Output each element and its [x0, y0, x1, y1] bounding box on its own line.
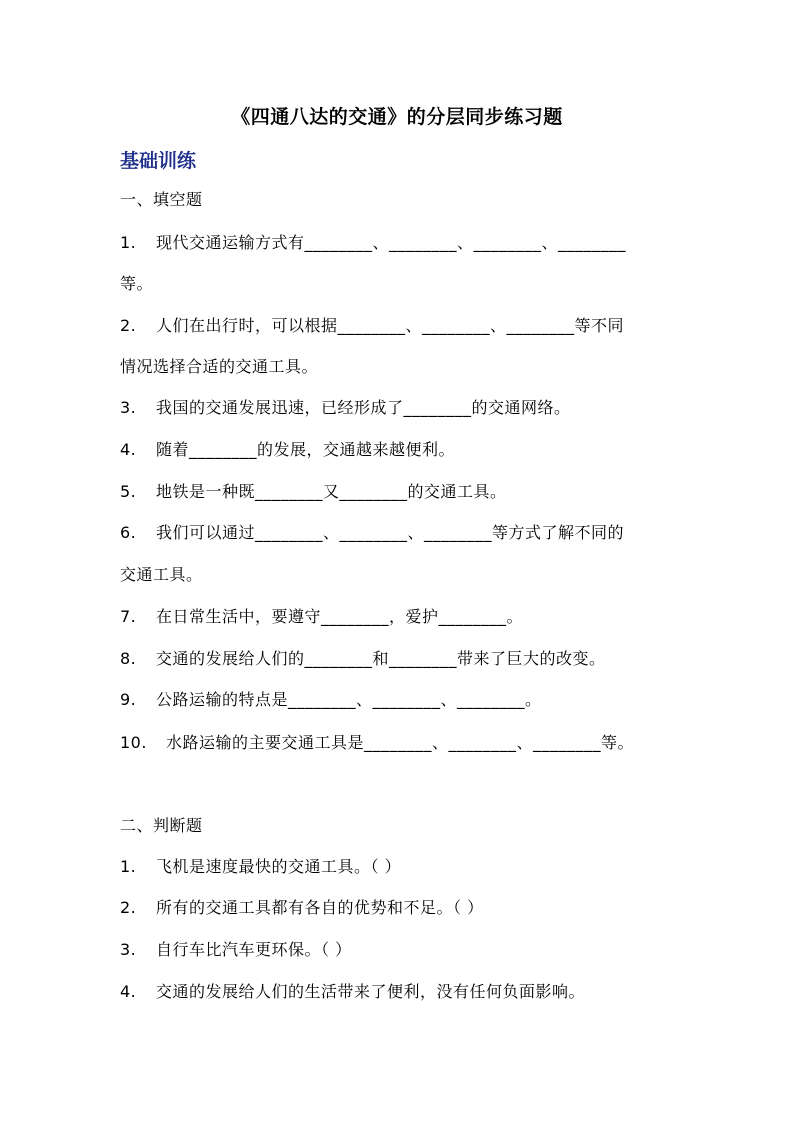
- question-item: [120, 440, 455, 460]
- question-number: 4.: [120, 982, 137, 1001]
- question-text: 现代交通运输方式有________、________、________、________: [156, 233, 627, 252]
- part1-heading: 一、填空题: [120, 190, 203, 209]
- question-item: [120, 982, 585, 1002]
- question-number: 2.: [120, 898, 137, 917]
- question-item: [120, 690, 542, 710]
- question-text: 所有的交通工具都有各自的优势和不足。（ ）: [156, 898, 484, 917]
- question-number: 9.: [120, 690, 137, 709]
- question-text: 我们可以通过________、________、________等方式了解不同的: [156, 523, 625, 542]
- question-text: 在日常生活中，要遵守________，爱护________。: [156, 607, 524, 626]
- question-item: [120, 940, 352, 960]
- question-number: 5.: [120, 482, 137, 501]
- part2-heading: 二、判断题: [120, 816, 203, 835]
- question-number: 1.: [120, 857, 137, 876]
- question-text: 地铁是一种既________又________的交通工具。: [156, 482, 507, 501]
- question-number: 6.: [120, 523, 137, 542]
- question-text: 飞机是速度最快的交通工具。（ ）: [156, 857, 402, 876]
- question-item: [120, 316, 624, 336]
- section-heading-basic: 基础训练: [120, 150, 197, 172]
- question-item: [120, 649, 606, 669]
- question-number: 2.: [120, 316, 137, 335]
- question-text: 交通的发展给人们的________和________带来了巨大的改变。: [156, 649, 606, 668]
- question-text: 公路运输的特点是________、________、________。: [156, 690, 542, 709]
- page-title: 《四通八达的交通》的分层同步练习题: [231, 106, 563, 128]
- question-text: 交通的发展给人们的生活带来了便利，没有任何负面影响。: [156, 982, 586, 1001]
- question-continuation: 情况选择合适的交通工具。: [120, 357, 319, 376]
- question-number: 10.: [120, 733, 147, 752]
- question-text: 随着________的发展，交通越来越便利。: [156, 440, 456, 459]
- question-text: 人们在出行时，可以根据________、________、________等不同: [156, 316, 625, 335]
- question-item: [120, 398, 571, 418]
- question-item: [120, 233, 626, 253]
- question-item: [120, 482, 507, 502]
- question-number: 4.: [120, 440, 137, 459]
- question-number: 8.: [120, 649, 137, 668]
- question-item: [120, 523, 624, 543]
- question-continuation: 等。: [120, 274, 154, 293]
- question-continuation: 交通工具。: [120, 565, 203, 584]
- question-number: 1.: [120, 233, 137, 252]
- question-text: 水路运输的主要交通工具是________、________、________等。: [166, 733, 635, 752]
- question-number: 3.: [120, 940, 137, 959]
- question-item: [120, 733, 634, 753]
- question-text: 自行车比汽车更环保。（ ）: [156, 940, 352, 959]
- question-number: 7.: [120, 607, 137, 626]
- question-number: 3.: [120, 398, 137, 417]
- question-text: 我国的交通发展迅速，已经形成了________的交通网络。: [156, 398, 571, 417]
- question-item: [120, 857, 401, 877]
- question-item: [120, 607, 523, 627]
- question-item: [120, 898, 484, 918]
